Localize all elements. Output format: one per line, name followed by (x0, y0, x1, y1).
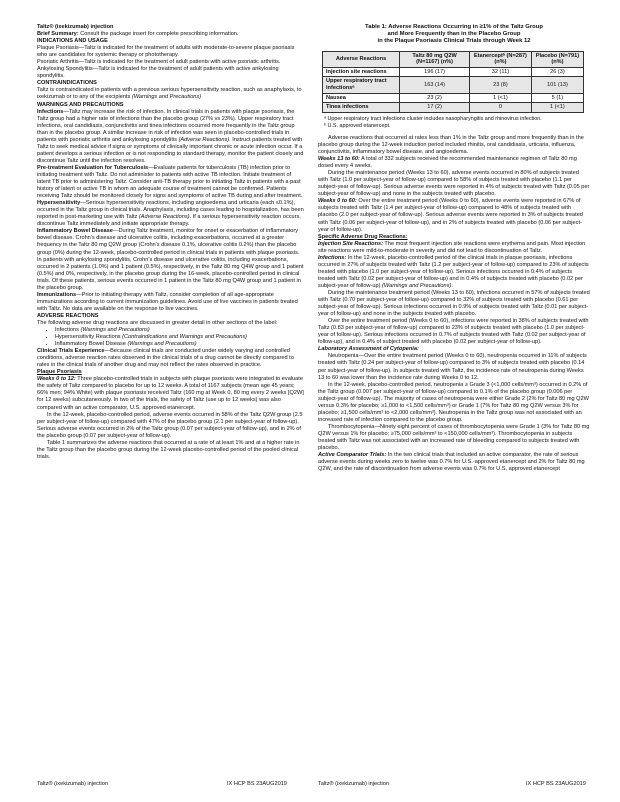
table-caption: Table 1: Adverse Reactions Occurring in ≥1% of the Taltz Group and More Frequently than in the Placebo Group in the Plaque Psoriasis Clinical Trials through Week 12 (365, 24, 543, 45)
table-footnote-b: ᵇ U.S. approved etanercept. (324, 123, 391, 130)
rare-reactions-paragraph: Adverse reactions that occurred at rates less than 1% in the Taltz group and more frequently than in the placebo group during the 12-week induction period included rhinitis, oral candidiasis, urticaria, influenza, conjunctivitis, inflammatory bowel disease, and angioedema. (318, 134, 584, 156)
table-row (323, 103, 584, 113)
thrombocytopenia-paragraph: Thrombocytopenia—Ninety eight percent of cases of thrombocytopenia were Grade 1 (3% for Taltz 80 mg Q2W versus 1% for placebo; ≥75,000 cells/mm³ to <150,000 cells/mm³). Thrombocytopenia in subjects treated with Taltz was not associated with an increased rate of bleeding compared to subjects treated with placebo. (318, 423, 590, 452)
table-row (323, 67, 584, 77)
table-cell: 5 (1) (531, 93, 583, 103)
right-column (318, 24, 590, 473)
footer-right-code: IX HCP BS 23AUG2019 (526, 781, 586, 787)
table-cell: 0 (470, 103, 532, 113)
table-cell: 1 (<1) (531, 103, 583, 113)
table-cell: 1 (<1) (470, 93, 532, 103)
cytopenia-heading: Laboratory Assessment of Cytopenia: (318, 346, 419, 353)
adverse-reactions-intro: The following adverse drug reactions are discussed in greater detail in other sections of the label: (37, 319, 278, 326)
list-item: • Infections (Warnings and Precautions) (55, 327, 305, 334)
table-row-label: Upper respiratory tract infectionsᵃ (323, 77, 400, 93)
table-row-label: Nausea (323, 93, 400, 103)
infections-entire-period-paragraph: Over the entire treatment period (Weeks 0 to 60), infections were reported in 38% of subjects treated with Taltz (0.83 per subject-year of follow-up) compared to 23% of subjects treated with placebo (1.0 per subject-year of follow-up). Serious infections occurred in 0.7% of subjects treated with Taltz (0.02 per subject-year of follow-up), and in 0.4% of subject treated with placebo (0.02 per subject-year of follow-up). (318, 318, 589, 346)
footer-right (318, 781, 590, 788)
document-title: Taltz® (ixekizumab) injection (37, 24, 114, 30)
table-cell: 17 (2) (400, 103, 470, 113)
maintenance-period-paragraph: During the maintenance period (Weeks 13 to 60), adverse events occurred in 80% of subjects treated with Taltz (1.0 per subject-year of follow-up) compared to 58% of subjects treated with placebo (1.1 per subject-year of follow-up). Serious adverse events were reported in 4% of subjects treated with Taltz (0.05 per subject-year of follow-up) and none in the subjects treated with placebo. (318, 170, 590, 198)
table-cell: 23 (8) (470, 77, 532, 93)
indication-ankylosing-spondylitis: Ankylosing Spondylitis—Taltz is indicated for the treatment of adult patients with active ankylosing spondylitis. (37, 66, 279, 80)
weeks-13-60-paragraph: Weeks 13 to 60: A total of 332 subjects received the recommended maintenance regimen of Taltz 80 mg dosed every 4 weeks. (318, 156, 577, 170)
clinical-trials-experience: Clinical Trials Experience—Because clinical trials are conducted under widely varying and controlled conditions, adverse reaction rates observed in the clinical trials of a drug cannot be directly compared to rates in the clinical trials of another drug and may not reflect the rates observed in practice. (37, 348, 294, 369)
infections-adr-paragraph: Infections: In the 12-week, placebo-controlled period of the clinical trials in plaque psoriasis, infections occurred in 27% of subjects treated with Taltz (1.2 per subject-year of follow-up) compared to 23% of subjects treated with placebo (1.0 per subject-year of follow-up). Serious infections occurred in 0.4% of subjects treated with Taltz (0.02 per subject-year of follow-up) and in 0.4% of subjects treated with placebo (0.02 per subject-year of follow-up) (Warnings and Precautions). (318, 254, 589, 289)
weeks-0-60-paragraph: Weeks 0 to 60: Over the entire treatment period (Weeks 0 to 60), adverse events were reported in 67% of subjects treated with Taltz (1.4 per subject-year of follow-up) compared to 48% of subjects treated with placebo (2.0 per subject-year of follow-up). Serious adverse events were reported in 3% of subjects treated with Taltz (0.06 per subject-year of follow-up), and in 2% of subjects treated with placebo (0.06 per subject-year of follow-up). (318, 198, 583, 233)
list-item: • Hypersensitivity Reactions (Contraindications and Warnings and Precautions) (55, 334, 305, 341)
left-column (37, 24, 305, 461)
ibd-paragraph: Inflammatory Bowel Disease—During Taltz treatment, monitor for onset or exacerbation of inflammatory bowel disease. Crohn’s disease and ulcerative colitis, including exacerbations, occurred at a greater frequency in the Taltz 80 mg Q2W group (Crohn’s disease 0.1%, ulcerative colitis 0.2%) than the placebo group (0%) during the 12-week, placebo-controlled period in clinical trials in patients with plaque psoriasis. In patients with ankylosing spondylitis, Crohn’s disease and ulcerative colitis, including exacerbations, occurred in 2 patients (1.0%) and 1 patient (0.5%), respectively, in the Taltz 80 mg Q4W group and 1 patient (0.5%) and 0%, respectively, in the placebo group during the 16-week, placebo-controlled period in clinical trials. Of these patients, serious events occurred in 1 patient in the Taltz 80 mg Q4W group and 1 patient in the placebo group. (37, 228, 304, 291)
table-cell: 23 (2) (400, 93, 470, 103)
active-comparator-paragraph: Active Comparator Trials: In the two clinical trials that included an active comparator, the rate of serious adverse events during weeks zero to twelve was 0.7% for U.S.-approved etanercept and 2% for Taltz 80 mg Q2W, and the rate of discontinuation from adverse events was 0.7% for U.S. approved etanercept (318, 452, 585, 473)
adverse-reactions-heading: ADVERSE REACTIONS (37, 312, 99, 319)
table-row-label: Injection site reactions (323, 67, 400, 77)
footer-left-title: Taltz® (ixekizumab) injection (37, 781, 108, 787)
footer-right-title: Taltz® (ixekizumab) injection (318, 781, 389, 787)
table-row-label: Tinea infections (323, 103, 400, 113)
warnings-heading: WARNINGS AND PRECAUTIONS (37, 101, 124, 108)
weeks-0-12-paragraph: Weeks 0 to 12: Three placebo-controlled trials in subjects with plaque psoriasis were integrated to evaluate the safety of Taltz compared to placebo for up to 12 weeks. A total of 1167 subjects (mean age 45 years; 66% men; 94% White) with plaque psoriasis received Taltz (160 mg at Week 0, 80 mg every 2 weeks [Q2W] for 12 weeks) subcutaneously. In two of the trials, the safety of Taltz (use up to 12 weeks) was also compared with an active comparator, U.S. approved etanercept. (37, 376, 304, 411)
table-row (323, 93, 584, 103)
list-item: • Inflammatory Bowel Disease (Warnings and Precautions) (55, 341, 305, 348)
adverse-reactions-table (322, 51, 584, 113)
indications-heading: INDICATIONS AND USAGE (37, 38, 108, 45)
table-cell: 32 (11) (470, 67, 532, 77)
table-header-cell: Etanerceptᵇ (N=287) (n%) (470, 51, 532, 67)
table-cell: 163 (14) (400, 77, 470, 93)
tuberculosis-paragraph: Pre-treatment Evaluation for Tuberculosis—Evaluate patients for tuberculosis (TB) infection prior to initiating treatment with Taltz. Do not administer to patients with active TB infection. Initiate treatment of latent TB prior to administering Taltz. Consider anti-TB therapy prior to initiating Taltz in patients with a past history of latent or active TB in whom an adequate course of treatment cannot be confirmed. Patients receiving Taltz should be monitored closely for signs and symptoms of active TB during and after treatment. (37, 164, 303, 200)
neutropenia-grade-paragraph: In the 12-week, placebo-controlled period, neutropenia ≥ Grade 3 (<1,000 cells/mm³) occurred in 0.2% of the Taltz group (0.007 per subject-year of follow-up) compared to 0.1% of the placebo group (0.006 per subject-year of follow-up). The majority of cases of neutropenia were either Grade 2 (2% for Taltz 80 mg Q2W versus 0.3% for placebo; ≥1,000 to <1,500 cells/mm³) or Grade 1 (7% for Taltz 80 mg Q2W versus 3% for placebo; ≥1,500 cells/mm³ to <2,000 cells/mm³). Neutropenia in the Taltz group was not associated with an increased rate of infection compared to the placebo group. (318, 381, 589, 423)
immunizations-paragraph: Immunizations—Prior to initiating therapy with Taltz, consider completion of all age-appropriate immunizations according to current immunization guidelines. Avoid use of live vaccines in patients treated with Taltz. No data are available on the response to live vaccines. (37, 291, 298, 312)
table-row (323, 77, 584, 93)
weeks-0-12-paragraph-3: Table 1 summarizes the adverse reactions that occurred at a rate of at least 1% and at a higher rate in the Taltz group than the placebo group during the 12-week placebo-controlled period of the pooled clinical trials. (37, 439, 300, 460)
contraindications-text: Taltz is contraindicated in patients with a previous serious hypersensitivity reaction, such as anaphylaxis, to ixekizumab or to any of the excipients (Warnings and Precautions) (37, 87, 302, 101)
table-header-cell: Adverse Reactions (323, 51, 400, 67)
table-header-cell: Placebo (N=791) (n%) (531, 51, 583, 67)
table-cell: 101 (13) (531, 77, 583, 93)
table-cell: 26 (3) (531, 67, 583, 77)
brief-summary: Brief Summary: Consult the package insert for complete prescribing information. (37, 31, 239, 38)
indication-psoriatic-arthritis: Psoriatic Arthritis—Taltz is indicated for the treatment of adult patients with active psoriatic arthritis. (37, 59, 281, 66)
injection-site-paragraph: Injection Site Reactions: The most frequent injection site reactions were erythema and pain. Most injection site reactions were mild-to-moderate in severity and did not lead to discontinuation of Taltz. (318, 240, 586, 254)
infections-paragraph: Infections—Taltz may increase the risk of infection. In clinical trials in patients with plaque psoriasis, the Taltz group had a higher rate of infections than the placebo group (27% vs 23%). Upper respiratory tract infections, oral candidiasis, conjunctivitis and tinea infections occurred more frequently in the Taltz group than in the placebo group. A similar increase in risk of infection was seen in placebo-controlled trials in patients with psoriatic arthritis and ankylosing spondylitis (Adverse Reactions). Instruct patients treated with Taltz to seek medical advice if signs or symptoms of clinically important chronic or acute infection occur. If a patient develops a serious infection or is not responding to standard therapy, monitor the patient closely and discontinue Taltz until the infection resolves. (37, 108, 304, 164)
indication-plaque-psoriasis: Plaque Psoriasis—Taltz is indicated for the treatment of adults with moderate-to-severe plaque psoriasis who are candidates for systemic therapy or phototherapy. (37, 45, 295, 59)
footer-left (37, 781, 305, 788)
footer-left-code: IX HCP BS 23AUG2019 (227, 781, 287, 787)
infections-maintenance-paragraph: During the maintenance treatment period (Weeks 13 to 60), infections occurred in 57% of subjects treated with Taltz (0.70 per subject-year of follow-up) compared to 32% of subjects treated with placebo (0.61 per subject-year of follow-up). Serious infections occurred in 0.9% of subjects treated with Taltz (0.01 per subject-year of follow-up) and none in the subjects treated with placebo. (318, 289, 590, 318)
neutropenia-paragraph: Neutropenia—Over the entire treatment period (Weeks 0 to 60), neutropenia occurred in 11% of subjects treated with Taltz (0.24 per subject-year of follow-up) compared to 3% of subjects treated with placebo (0.14 per subject-year of follow-up). In subjects treated with Taltz, the incidence rate of neutropenia during Weeks 13 to 60 was lower than the incidence rate during Weeks 0 to 12. (318, 353, 587, 381)
plaque-psoriasis-heading: Plaque Psoriasis (37, 369, 82, 376)
adverse-reactions-list (37, 327, 305, 348)
table-footnote-a: ᵃ Upper respiratory tract infections cluster includes nasopharyngitis and rhinovirus infection. (324, 115, 542, 122)
weeks-0-12-paragraph-2: In the 12-week, placebo-controlled period, adverse events occurred in 58% of the Taltz Q2W group (2.5 per subject-year of follow-up) compared with 47% of the placebo group (2.1 per subject-year of follow-up). Serious adverse events occurred in 2% of the Taltz group (0.07 per subject-year of follow-up), and in 2% of the placebo group (0.07 per subject-year of follow-up). (37, 411, 303, 439)
table-cell: 196 (17) (400, 67, 470, 77)
table-header-row (323, 51, 584, 67)
contraindications-heading: CONTRAINDICATIONS (37, 80, 97, 87)
table-header-cell: Taltz 80 mg Q2W (N=1167) (n%) (400, 51, 470, 67)
hypersensitivity-paragraph: Hypersensitivity—Serious hypersensitivity reactions, including angioedema and urticaria (each ≤0.1%), occurred in the Taltz group in clinical trials. Anaphylaxis, including cases leading to hospitalization, has been reported in post-marketing use with Taltz (Adverse Reactions). If a serious hypersensitivity reaction occurs, discontinue Taltz immediately and initiate appropriate therapy. (37, 200, 304, 228)
specific-adr-heading: Specific Adverse Drug Reactions: (318, 233, 408, 240)
